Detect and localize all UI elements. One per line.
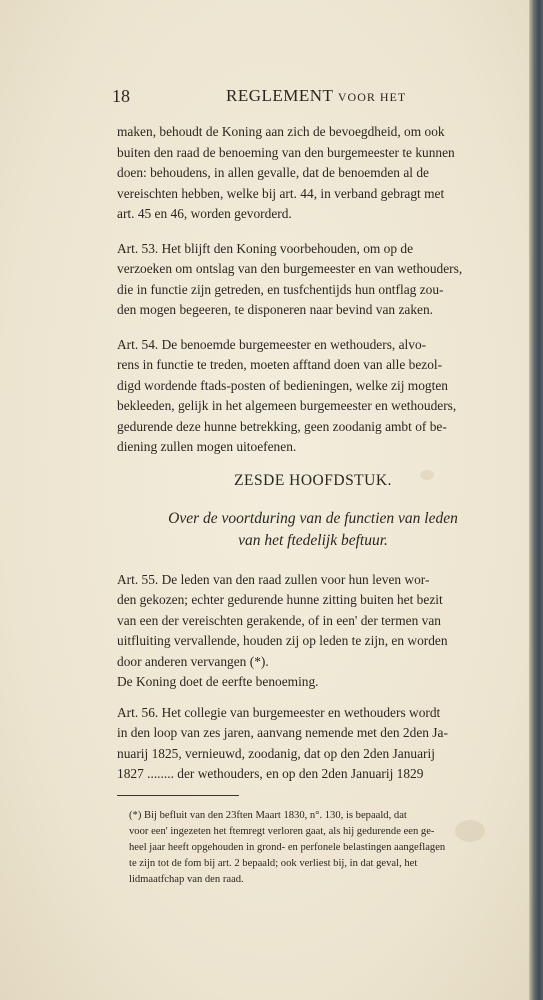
paragraph-continuation xyxy=(117,122,509,225)
page-body xyxy=(117,122,509,888)
text-line: nuarij 1825, vernieuwd, zoodanig, dat op den 2den Januarij xyxy=(117,745,435,761)
footnote-divider xyxy=(117,795,239,796)
article-54 xyxy=(117,335,509,458)
text-line: bekleeden, gelijk in het algemeen burgemeester en wethouders, xyxy=(117,398,457,413)
article-56 xyxy=(117,703,509,785)
footnote-line: voor een' ingezeten het ftemregt verloren gaat, als hij gedurende een ge- xyxy=(129,825,435,837)
article-55 xyxy=(117,570,509,673)
text-line: den mogen begeeren, te disponeren naar bevind van zaken. xyxy=(117,302,434,317)
chapter-subtitle-line: Over de voortduring van de functien van leden xyxy=(168,509,458,527)
text-line: doen: behoudens, in allen gevalle, dat de benoemden al de xyxy=(117,165,429,180)
text-line: rens in functie te treden, moeten afftand doen van alle bezol- xyxy=(117,357,443,372)
text-line: 1827 ........ der wethouders, en op den 2den Januarij 1829 xyxy=(117,766,424,781)
footnote xyxy=(117,808,509,888)
text-line: uitfluiting vervallende, houden zij op leden te zijn, en worden xyxy=(117,633,448,648)
text-line: Art. 54. De benoemde burgemeester en wethouders, alvo- xyxy=(117,336,427,352)
book-binding-edge xyxy=(529,0,543,1000)
footnote-line: (*) Bij befluit van den 23ften Maart 1830, n°. 130, is bepaald, dat xyxy=(129,809,407,821)
text-line: den gekozen; echter gedurende hunne zitting buiten het bezit xyxy=(117,592,443,607)
text-line: van een der vereischten gerakende, of in een' der termen van xyxy=(117,612,441,628)
page-number: 18 xyxy=(112,86,130,106)
footnote-line: lidmaatfchap van den raad. xyxy=(129,873,244,885)
chapter-title: ZESDE HOOFDSTUK. xyxy=(234,471,392,489)
text-line: Art. 55. De leden van den raad zullen voor hun leven wor- xyxy=(117,571,430,587)
running-title-small-caps: VOOR HET xyxy=(337,90,407,104)
paragraph-first-appointment xyxy=(117,672,509,693)
text-line: door anderen vervangen (*). xyxy=(117,653,269,669)
text-line: Art. 53. Het blijft den Koning voorbehouden, om op de xyxy=(117,240,414,256)
text-line: gedurende deze hunne betrekking, geen zoodanig ambt of be- xyxy=(117,418,447,434)
text-line: Art. 56. Het collegie van burgemeester en wethouders wordt xyxy=(117,704,441,720)
text-line: vereischten hebben, welke bij art. 44, in verband gebragt met xyxy=(117,185,445,201)
text-line: digd wordende ftads-posten of bedieningen, welke zij mogten xyxy=(117,377,448,393)
running-title-main: REGLEMENT xyxy=(226,86,334,105)
page-header xyxy=(112,86,512,112)
text-line: in den loop van zes jaren, aanvang nemende met den 2den Ja- xyxy=(117,725,448,740)
chapter-subtitle-line: van het ftedelijk beftuur. xyxy=(238,531,388,549)
text-line: art. 45 en 46, worden gevorderd. xyxy=(117,206,292,221)
text-line: buiten den raad de benoeming van den burgemeester te kunnen xyxy=(117,144,455,160)
chapter-subtitle xyxy=(117,508,509,552)
article-53 xyxy=(117,239,509,321)
text-line: De Koning doet de eerfte benoeming. xyxy=(117,674,319,689)
text-line: maken, behoudt de Koning aan zich de bevoegdheid, om ook xyxy=(117,124,445,139)
footnote-line: te zijn tot de fom bij art. 2 bepaald; ook verliest bij, in dat geval, het xyxy=(129,857,418,869)
text-line: die in functie zijn getreden, en tusfchentijds hun ontflag zou- xyxy=(117,281,444,297)
text-line: verzoeken om ontslag van den burgemeester en van wethouders, xyxy=(117,261,463,276)
text-line: diening zullen mogen uitoefenen. xyxy=(117,439,297,454)
running-title xyxy=(226,86,406,106)
footnote-line: heel jaar heeft opgehouden in grond- en perfonele belastingen aangeflagen xyxy=(129,841,446,853)
